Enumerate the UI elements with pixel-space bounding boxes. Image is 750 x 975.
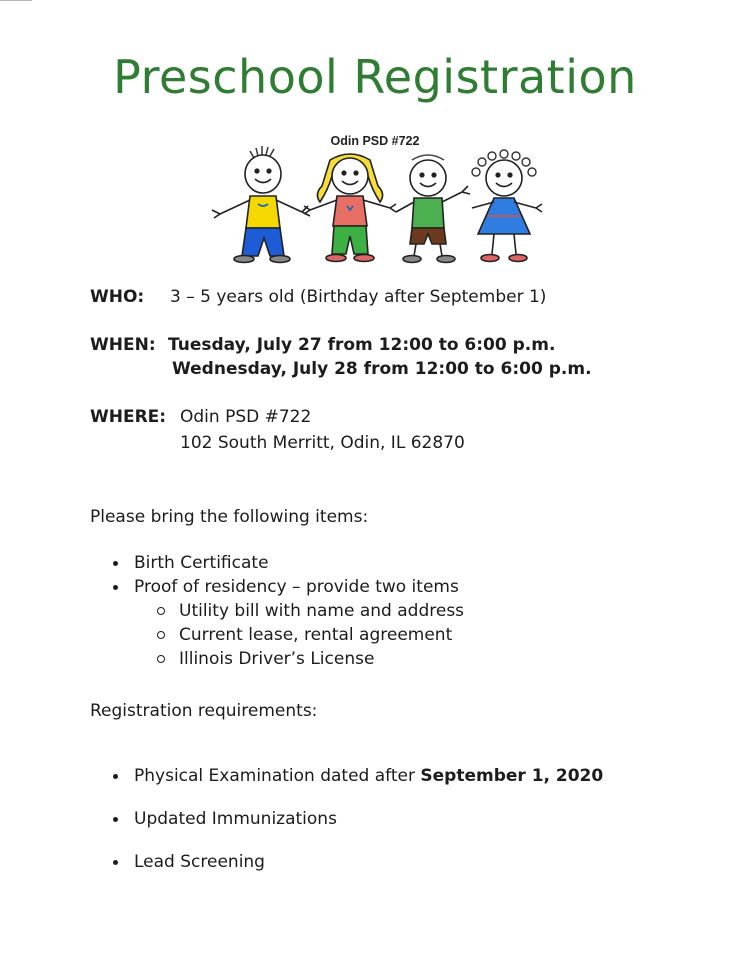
bullet-icon: [113, 817, 118, 822]
who-label: WHO:: [90, 287, 145, 307]
who-row: [90, 285, 546, 309]
circle-bullet-icon: [157, 655, 165, 663]
when-line-2: Wednesday, July 28 from 12:00 to 6:00 p.m.: [172, 359, 592, 379]
list-item: Updated Immunizations: [113, 807, 337, 831]
list-item: Proof of residency – provide two items: [113, 575, 459, 599]
when-line-1: Tuesday, July 27 from 12:00 to 6:00 p.m.: [168, 335, 556, 355]
bullet-icon: [113, 585, 118, 590]
when-row-1: [90, 333, 555, 357]
kid-3-drawing: [396, 155, 470, 263]
requirements-intro: Registration requirements:: [90, 701, 318, 721]
circle-bullet-icon: [157, 631, 165, 639]
sub-list-item: Current lease, rental agreement: [157, 623, 452, 647]
kid-1-drawing: [212, 146, 310, 263]
bullet-icon: [113, 860, 118, 865]
list-item: Lead Screening: [113, 850, 265, 874]
list-item: Birth Certificate: [113, 551, 269, 575]
bring-intro: Please bring the following items:: [90, 507, 369, 527]
four-kids-drawing-icon: [200, 146, 560, 266]
where-line-2: 102 South Merritt, Odin, IL 62870: [180, 433, 465, 453]
exam-date: September 1, 2020: [420, 766, 604, 786]
page-title: Preschool Registration: [113, 50, 637, 104]
where-row-1: [90, 405, 311, 429]
circle-bullet-icon: [157, 607, 165, 615]
bullet-icon: [113, 774, 118, 779]
where-label: WHERE:: [90, 407, 167, 427]
list-item: Physical Examination dated after September 1, 2020: [113, 764, 603, 788]
sub-list-item: Illinois Driver’s License: [157, 647, 374, 671]
district-name: Odin PSD #722: [330, 134, 420, 148]
kid-4-drawing: [472, 150, 542, 262]
sub-list-item: Utility bill with name and address: [157, 599, 464, 623]
where-line-1: Odin PSD #722: [180, 407, 312, 427]
kid-2-drawing: [304, 154, 396, 262]
who-value: 3 – 5 years old (Birthday after September 1): [170, 287, 547, 307]
bullet-icon: [113, 561, 118, 566]
scan-edge-mark: [0, 0, 32, 1]
when-label: WHEN:: [90, 335, 156, 355]
